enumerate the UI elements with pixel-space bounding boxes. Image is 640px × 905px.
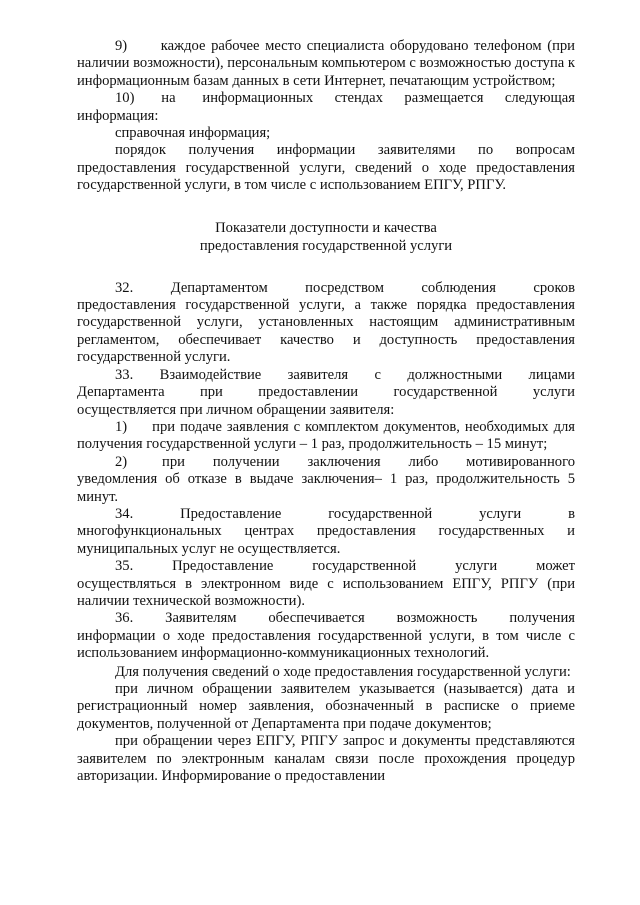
paragraph-reference-info: справочная информация; xyxy=(115,125,271,142)
section-heading-line-2: предоставления государственной услуги xyxy=(199,237,453,254)
paragraph-portal-request: при обращении через ЕПГУ, РПГУ запрос и документы представляются заявителем по электронным каналам связи после прохождения процедур авторизации. Информирование о предоставлении xyxy=(77,733,575,785)
paragraph-36: 36. Заявителям обеспечивается возможность получения информации о ходе предоставления государственной услуги, в том числе с использованием информационно-коммуникационных технологий. xyxy=(77,610,575,662)
paragraph-34: 34. Предоставление государственной услуги в многофункциональных центрах предоставления государственных и муниципальных услуг не осуществляется. xyxy=(77,505,575,557)
paragraph-33: 33. Взаимодействие заявителя с должностными лицами Департамента при предоставлении государственной услуги осуществляется при личном обращении заявителя: xyxy=(77,366,575,418)
paragraph-35: 35. Предоставление государственной услуги может осуществляться в электронном виде с использованием ЕПГУ, РПГУ (при наличии технической возможности). xyxy=(77,558,575,609)
paragraph-info-procedure: порядок получения информации заявителями по вопросам предоставления государственной услуги, сведений о ходе предоставления государственной услуги, в том числе с использованием ЕПГУ, РПГУ. xyxy=(77,142,575,194)
paragraph-item-9: 9) каждое рабочее место специалиста оборудовано телефоном (при наличии возможности), персональным компьютером с возможностью доступа к информационным базам данных в сети Интернет, печатающим устройством; xyxy=(77,38,575,89)
section-heading xyxy=(77,219,575,255)
paragraph-item-10: 10) на информационных стендах размещается следующая информация: xyxy=(77,90,575,124)
paragraph-33-item-1: 1) при подаче заявления с комплектом документов, необходимых для получения государственной услуги – 1 раз, продолжительность – 15 минут; xyxy=(77,418,575,453)
paragraph-personal-visit: при личном обращении заявителем указывается (называется) дата и регистрационный номер заявления, обозначенный в расписке о приеме документов, полученной от Департамента при подаче документов; xyxy=(77,681,575,732)
paragraph-33-item-2: 2) при получении заключения либо мотивированного уведомления об отказе в выдаче заключения– 1 раз, продолжительность 5 минут. xyxy=(77,453,575,505)
paragraph-status-info-intro: Для получения сведений о ходе предоставления государственной услуги: xyxy=(115,663,571,680)
section-heading-line-1: Показатели доступности и качества xyxy=(215,219,437,236)
paragraph-32: 32. Департаментом посредством соблюдения сроков предоставления государственной услуги, а также порядка предоставления государственной услуги, установленных настоящим административным регламентом, обеспечивает качество и доступность предоставления государственной услуги. xyxy=(77,279,575,366)
